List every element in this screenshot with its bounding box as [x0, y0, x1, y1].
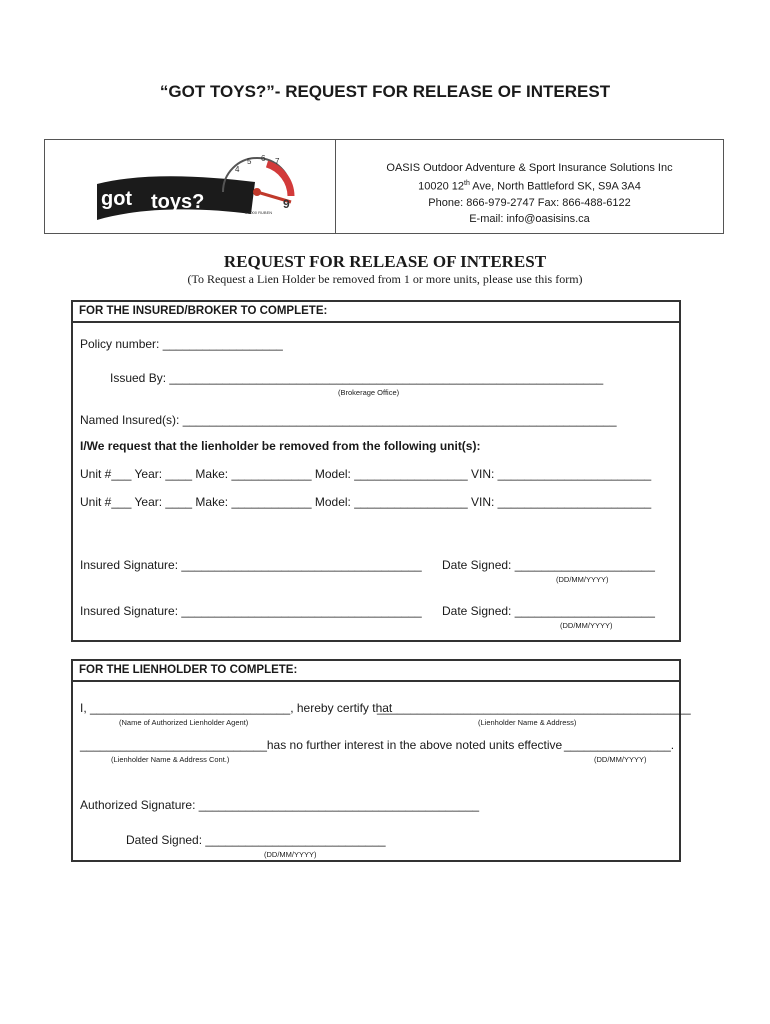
- header-box: [44, 139, 724, 234]
- effective-date-caption: (DD/MM/YYYY): [594, 755, 647, 764]
- form-subtitle: (To Request a Lien Holder be removed from 1 or more units, please use this form): [187, 272, 583, 286]
- date-format-caption-2: (DD/MM/YYYY): [560, 621, 613, 630]
- svg-text:7: 7: [275, 157, 280, 166]
- company-address: [336, 176, 723, 195]
- unit-line-2[interactable]: Unit #___ Year: ____ Make: ____________ Model: _________________ VIN: _______________________: [80, 495, 652, 509]
- lienholder-address-caption: (Lienholder Name & Address): [478, 718, 577, 727]
- address-ordinal: th: [464, 180, 470, 187]
- brokerage-caption: (Brokerage Office): [338, 388, 400, 397]
- logo-word-toys: toys?: [151, 191, 205, 213]
- dated-signed-field[interactable]: Dated Signed: ___________________________: [126, 833, 386, 847]
- lienholder-section: [71, 659, 691, 862]
- lienholder-cont-caption: (Lienholder Name & Address Cont.): [111, 755, 230, 764]
- page-title: “GOT TOYS?”- REQUEST FOR RELEASE OF INTEREST: [159, 82, 611, 101]
- insured-section: [71, 300, 681, 642]
- no-interest-field[interactable]: ____________________________has no further interest in the above noted units effective: [80, 738, 563, 752]
- svg-text:6: 6: [261, 154, 266, 163]
- svg-text:9: 9: [283, 197, 290, 211]
- insured-signature-field-1[interactable]: Insured Signature: ____________________________________: [80, 558, 422, 572]
- logo-word-got: got: [101, 188, 133, 210]
- company-info: [336, 160, 723, 227]
- company-phone: Phone: 866-979-2747 Fax: 866-488-6122: [428, 196, 631, 209]
- effective-date-field[interactable]: ________________.: [564, 738, 675, 752]
- got-toys-logo: [95, 150, 335, 230]
- company-email: E-mail: info@oasisins.ca: [469, 212, 590, 225]
- date-signed-field-2[interactable]: Date Signed: _____________________: [442, 604, 655, 618]
- address-street-number: 10020 12: [418, 180, 465, 193]
- policy-number-field[interactable]: Policy number: __________________: [80, 337, 283, 351]
- company-name: OASIS Outdoor Adventure & Sport Insurance Solutions Inc: [386, 162, 673, 174]
- named-insured-field[interactable]: Named Insured(s): _________________________________________________________________: [80, 413, 617, 427]
- date-signed-field-1[interactable]: Date Signed: _____________________: [442, 558, 655, 572]
- lienholder-name-field[interactable]: _______________________________________________: [377, 701, 691, 715]
- unit-line-1[interactable]: Unit #___ Year: ____ Make: ____________ Model: _________________ VIN: _______________________: [80, 467, 652, 481]
- request-statement: I/We request that the lienholder be removed from the following unit(s):: [80, 439, 481, 453]
- agent-certify-field[interactable]: I, ______________________________, hereby certify that: [80, 701, 393, 715]
- authorized-signature-field[interactable]: Authorized Signature: __________________________________________: [80, 798, 480, 812]
- dated-signed-caption: (DD/MM/YYYY): [264, 850, 317, 859]
- gauge-caption: x 1000 RUBEN: [245, 210, 273, 215]
- svg-text:4: 4: [235, 165, 240, 174]
- insured-signature-field-2[interactable]: Insured Signature: ____________________________________: [80, 604, 422, 618]
- lienholder-section-header: FOR THE LIENHOLDER TO COMPLETE:: [73, 661, 679, 682]
- insured-section-header: FOR THE INSURED/BROKER TO COMPLETE:: [73, 302, 679, 323]
- svg-text:5: 5: [247, 157, 252, 166]
- agent-name-caption: (Name of Authorized Lienholder Agent): [119, 718, 249, 727]
- form-title: REQUEST FOR RELEASE OF INTEREST: [223, 252, 547, 271]
- address-rest: Ave, North Battleford SK, S9A 3A4: [469, 180, 641, 193]
- date-format-caption-1: (DD/MM/YYYY): [556, 575, 609, 584]
- issued-by-field[interactable]: Issued By: _________________________________________________________________: [110, 371, 604, 385]
